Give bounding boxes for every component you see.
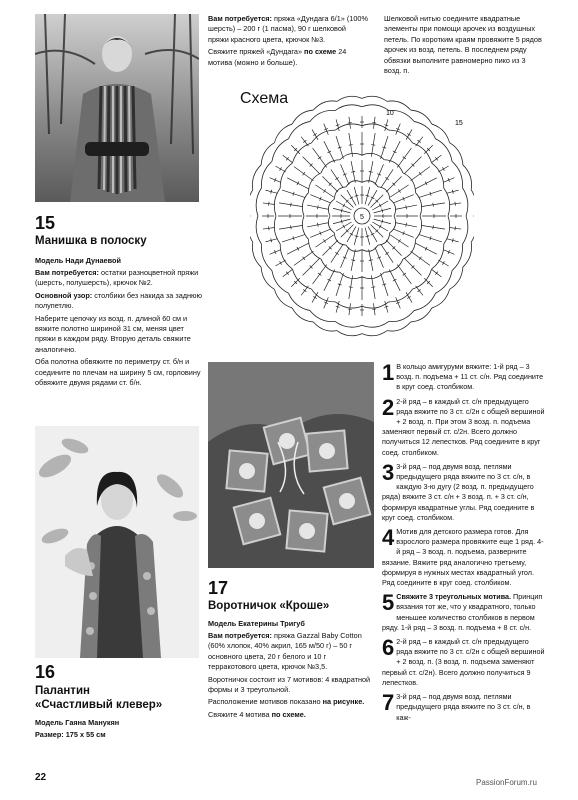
chain-arch xyxy=(280,244,292,269)
instructions-paragraph: Оба полотна обвяжите по периметру ст. б/н и соедините по плечам на ширину 5 см, горловину обвяжите двумя рядами ст. б/н. xyxy=(35,357,201,388)
pattern-title-line2: «Счастливый клевер» xyxy=(35,699,163,711)
stitch-crossbar xyxy=(317,205,318,209)
stitch-crossbar xyxy=(384,306,388,307)
step-paragraph: 2 2-й ряд – в каждый ст. с/н предыдущего ряда вяжите по 3 ст. с/2н с общей вершиной + 2 возд. п. При этом 3 возд. п. подъема заменяют первый ст. с/2н. Всего должно получиться 12 лепестков. Ряд соедините в круг соед. столбиком. xyxy=(382,394,545,457)
stitch-crossbar xyxy=(452,190,453,194)
chain-arch xyxy=(337,331,362,336)
stitch-crossbar xyxy=(318,157,321,159)
chain-arch xyxy=(250,190,253,216)
stitch-crossbar xyxy=(323,189,325,192)
chain-arch xyxy=(311,130,335,143)
chain-arch xyxy=(310,110,335,121)
step-paragraph: 5 Свяжите 3 треугольных мотива. Принцип вязания тот же, что у квадратного, только меньшее количество столбиков в первом ряду. 1-й ряд – 3 возд. п. подъема + 8 ст. с/н. xyxy=(382,590,543,632)
chain-arch xyxy=(252,242,261,267)
stitch-crossbar xyxy=(433,203,434,207)
step-paragraph: 4 Мотив для детского размера готов. Для взрослого размера провяжите еще 1 ряд. 4-й ряд – 3 возд. п. подъема, разверните вязание. Вяжите ряд аналогично третьему, формируя в нужных местах квадратный угол. Ряд соедините в круг соед. столбиком. xyxy=(382,525,544,588)
chain-arch xyxy=(292,308,313,322)
step-number: 7 xyxy=(382,690,395,716)
motif-flower xyxy=(319,443,335,459)
scheme-label: Схема xyxy=(240,90,289,107)
stitch-crossbar xyxy=(286,272,288,275)
chain-arch xyxy=(384,160,403,173)
stitch-crossbar xyxy=(403,273,406,275)
stitch-crossbar xyxy=(379,204,381,207)
chain-arch xyxy=(261,267,274,289)
chain-arch xyxy=(416,193,422,216)
instructions-paragraph: Наберите цепочку из возд. п. длиной 60 см и вяжите полотно шириной 31 см, меняя цвет пряжи в каждом ряду. Вторую деталь свяжите аналогично. xyxy=(35,313,191,354)
step-paragraph: 7 3-й ряд – под двумя возд. петлями предыдущего ряда вяжите по 3 ст. с/н, в каж- xyxy=(382,690,531,722)
chain-arch xyxy=(450,267,463,289)
stitch-crossbar xyxy=(419,172,421,175)
chain-arch xyxy=(463,242,472,267)
stitch-crossbar xyxy=(348,309,352,310)
step-paragraph: 1 В кольцо амигуруми вяжите: 1-й ряд – 3 возд. п. подъема + 11 ст. с/н. Ряд соедините в круг соед. столбиком. xyxy=(382,360,544,392)
chain-arch xyxy=(261,143,274,165)
chain-arch xyxy=(292,110,313,124)
stitch-crossbar xyxy=(403,157,406,159)
step-number: 3 xyxy=(382,459,395,485)
chain-arch xyxy=(252,165,261,190)
stitch-crossbar xyxy=(336,306,340,307)
stitch-crossbar xyxy=(406,205,407,209)
stitch-crossbar xyxy=(398,189,400,192)
stitch-crossbar xyxy=(419,257,421,260)
chain-arch xyxy=(389,130,413,143)
stitch-crossbar xyxy=(351,171,355,172)
chain-arch xyxy=(384,259,403,272)
row-number-10: 10 xyxy=(386,110,394,117)
chain-arch xyxy=(462,188,467,216)
stitch-crossbar xyxy=(351,260,355,261)
stitch-crossbar xyxy=(385,177,388,179)
chain-arch xyxy=(256,188,261,216)
chain-arch xyxy=(302,193,308,216)
watermark: PassionForum.ru xyxy=(476,778,537,787)
chain-arch xyxy=(378,233,390,245)
chain-arch xyxy=(334,233,346,245)
instructions-paragraph: Свяжите 4 мотива по схеме. xyxy=(208,709,306,719)
stitch-crossbar xyxy=(303,172,305,175)
photo-striped-dickey-image xyxy=(35,14,199,202)
materials-text: Вам потребуется: остатки разноцветной пряжи (шерсть, полушерсть), крючок №2. xyxy=(35,268,199,288)
step-number: 2 xyxy=(382,394,395,420)
chain-arch xyxy=(471,216,474,242)
stitch-crossbar xyxy=(271,238,272,242)
photo-striped-dickey xyxy=(35,14,199,202)
chain-arch xyxy=(387,322,411,331)
stitch-crossbar xyxy=(343,204,345,207)
chain-arch xyxy=(462,216,467,244)
photo-stole-clover-image xyxy=(35,426,199,658)
pattern-author: Модель Гаяна Манукян xyxy=(35,718,120,727)
pattern-author: Модель Екатерины Тригуб xyxy=(208,619,305,628)
crochet-chart xyxy=(250,95,474,337)
section-16 xyxy=(35,662,205,740)
stitch-crossbar xyxy=(335,252,338,254)
section-15 xyxy=(35,213,205,388)
chain-arch xyxy=(261,244,271,270)
motif-flower xyxy=(239,463,255,479)
chain-arch xyxy=(390,216,396,233)
stitch-crossbar xyxy=(269,202,270,206)
motif-flower xyxy=(299,523,315,539)
materials-block-top xyxy=(208,14,368,68)
chain-arch xyxy=(378,187,390,199)
chain-arch xyxy=(452,244,462,270)
stitch-crossbar xyxy=(371,287,375,288)
chain-arch xyxy=(334,187,346,199)
chain-arch xyxy=(311,289,335,302)
chain-arch xyxy=(389,311,414,322)
motif-flower xyxy=(339,493,355,509)
step-paragraph: 6 2-й ряд – в каждый ст. с/н предыдущего ряда вяжите по 3 ст. с/2н с общей вершиной + 2 возд. п. (3 возд. п. подъема заменяют первый ст. с/2н). Всего должно получиться 9 лепестков. xyxy=(382,635,545,687)
stitch-crossbar xyxy=(335,177,338,179)
instructions-paragraph: Расположение мотивов показано на рисунке. xyxy=(208,697,365,707)
chain-arch xyxy=(416,216,422,239)
chain-arch xyxy=(387,101,411,110)
stitch-crossbar xyxy=(291,225,292,229)
chain-arch xyxy=(411,110,432,124)
pattern-title: Манишка в полоску xyxy=(35,235,147,247)
stitch-crossbar xyxy=(455,202,456,206)
stitch-crossbar xyxy=(418,140,421,142)
stitch-crossbar xyxy=(269,226,270,230)
stitch-crossbar xyxy=(318,273,321,275)
chain-arch xyxy=(250,216,253,242)
stitch-crossbar xyxy=(349,287,353,288)
chain-arch xyxy=(335,321,362,327)
pattern-author: Модель Нади Дунаевой xyxy=(35,256,121,265)
stitch-crossbar xyxy=(435,272,437,275)
stitch-crossbar xyxy=(452,238,453,242)
stitch-crossbar xyxy=(369,260,373,261)
chain-arch xyxy=(302,216,308,239)
chain-arch xyxy=(471,190,474,216)
chain-arch xyxy=(444,188,450,216)
chain-arch xyxy=(256,216,261,244)
chain-arch xyxy=(452,161,462,187)
assembly-paragraph: Шелковой нитью соедините квадратные элементы при помощи арочек из воздушных петель. По коротким краям провяжите 5 рядов арочек из возд. петель. В последнем ряду обвязки выполните равномерно пико из 3 возд. п. xyxy=(384,14,542,76)
stitch-crossbar xyxy=(303,257,305,260)
stitch-crossbar xyxy=(291,203,292,207)
materials-text: Вам потребуется: пряжа «Дундага 6/1» (100% шерсть) – 200 г (1 пасма), 90 г шелковой пряжи красного цвета, крючок №3. xyxy=(208,14,368,44)
stitch-crossbar xyxy=(349,145,353,146)
chain-arch xyxy=(432,124,450,143)
stitch-crossbar xyxy=(323,239,325,242)
chain-arch xyxy=(432,163,444,188)
stitch-crossbar xyxy=(433,225,434,229)
stitch-crossbar xyxy=(455,226,456,230)
chain-arch xyxy=(274,216,280,244)
chain-arch xyxy=(328,199,334,216)
chain-arch xyxy=(362,321,389,327)
chain-arch xyxy=(313,322,337,331)
step-number: 1 xyxy=(382,360,395,385)
photo-collar-crochet-image xyxy=(208,362,374,568)
steps-list xyxy=(382,362,546,727)
chain-arch xyxy=(411,308,432,322)
stitch-crossbar xyxy=(385,252,388,254)
crochet-chart-svg xyxy=(250,95,474,337)
chain-arch xyxy=(403,173,416,193)
stitch-crossbar xyxy=(371,145,375,146)
chain-arch xyxy=(444,216,450,244)
stitch-crossbar xyxy=(303,140,306,142)
instructions-paragraph: Воротничок состоит из 7 мотивов: 4 квадратной формы и 3 треугольной. xyxy=(208,674,371,695)
chain-arch xyxy=(335,105,362,111)
stitch-crossbar xyxy=(372,123,376,124)
chain-arch xyxy=(328,216,334,233)
chain-arch xyxy=(463,165,472,190)
assembly-text-block xyxy=(384,14,544,76)
stitch-crossbar xyxy=(348,123,352,124)
chain-arch xyxy=(274,124,292,143)
chain-arch xyxy=(321,259,340,272)
row-number-5: 5 xyxy=(360,214,364,221)
stitch-crossbar xyxy=(271,190,272,194)
chain-arch xyxy=(274,289,292,308)
stitch-crossbar xyxy=(372,309,376,310)
chain-arch xyxy=(280,163,292,188)
chain-arch xyxy=(321,160,340,173)
page-number: 22 xyxy=(35,772,47,783)
materials-text: Вам потребуется: пряжа Gazzal Baby Cotton (60% хлопок, 40% акрил, 165 м/50 г) – 50 г основного цвета, 20 г белого и 10 г терракотового цвета, крючок №3,5. xyxy=(208,631,362,672)
chain-arch xyxy=(313,101,337,110)
chain-arch xyxy=(432,289,450,308)
chain-arch xyxy=(308,239,321,259)
knit-instruction: Свяжите пряжей «Дундага» по схеме 24 мотива (можно и больше). xyxy=(208,47,347,67)
chain-arch xyxy=(362,331,387,336)
chain-arch xyxy=(389,289,413,302)
stitch-crossbar xyxy=(435,157,437,160)
pattern-title: Воротничок «Кроше» xyxy=(208,600,330,612)
stitch-crossbar xyxy=(286,157,288,160)
step-number: 4 xyxy=(382,525,395,551)
chain-arch xyxy=(450,143,463,165)
chain-arch xyxy=(261,161,271,187)
chain-arch xyxy=(390,199,396,216)
chain-arch xyxy=(362,96,387,101)
stitch-crossbar xyxy=(369,171,373,172)
stitch-crossbar xyxy=(398,239,400,242)
step-number: 6 xyxy=(382,635,395,661)
pattern-title-line1: Палантин xyxy=(35,685,90,697)
section-17 xyxy=(208,578,374,720)
chain-arch xyxy=(362,105,389,111)
chain-arch xyxy=(432,244,444,269)
step-number: 5 xyxy=(382,590,395,616)
chain-arch xyxy=(403,239,416,259)
chain-arch xyxy=(337,96,362,101)
stitch-crossbar xyxy=(317,223,318,227)
chain-arch xyxy=(274,188,280,216)
stitch-crossbar xyxy=(406,223,407,227)
pattern-number: 16 xyxy=(35,662,56,682)
pattern-number: 17 xyxy=(208,578,229,598)
motif-flower xyxy=(279,433,295,449)
pattern-number: 15 xyxy=(35,213,56,233)
size-text: Размер: 175 x 55 см xyxy=(35,730,106,739)
main-pattern-text: Основной узор: столбики без накида за заднюю полупетлю. xyxy=(35,290,202,311)
photo-stole-clover xyxy=(35,426,199,658)
stitch-crossbar xyxy=(303,289,306,291)
chain-arch xyxy=(308,173,321,193)
photo-collar-crochet xyxy=(208,362,374,568)
step-paragraph: 3 3-й ряд – под двумя возд. петлями предыдущего ряда вяжите по 3 ст. с/н, в каждую 3-ю дугу (2 возд. п. предыдущего ряда) вяжите 3 ст. с/н + 3 возд. п. + 3 ст. с/н, формируя квадратные углы. Ряд соедините в круг соед. столбиком. xyxy=(382,459,535,522)
stitch-crossbar xyxy=(418,289,421,291)
row-number-15: 15 xyxy=(455,120,463,127)
chain-arch xyxy=(310,311,335,322)
motif-flower xyxy=(249,513,265,529)
